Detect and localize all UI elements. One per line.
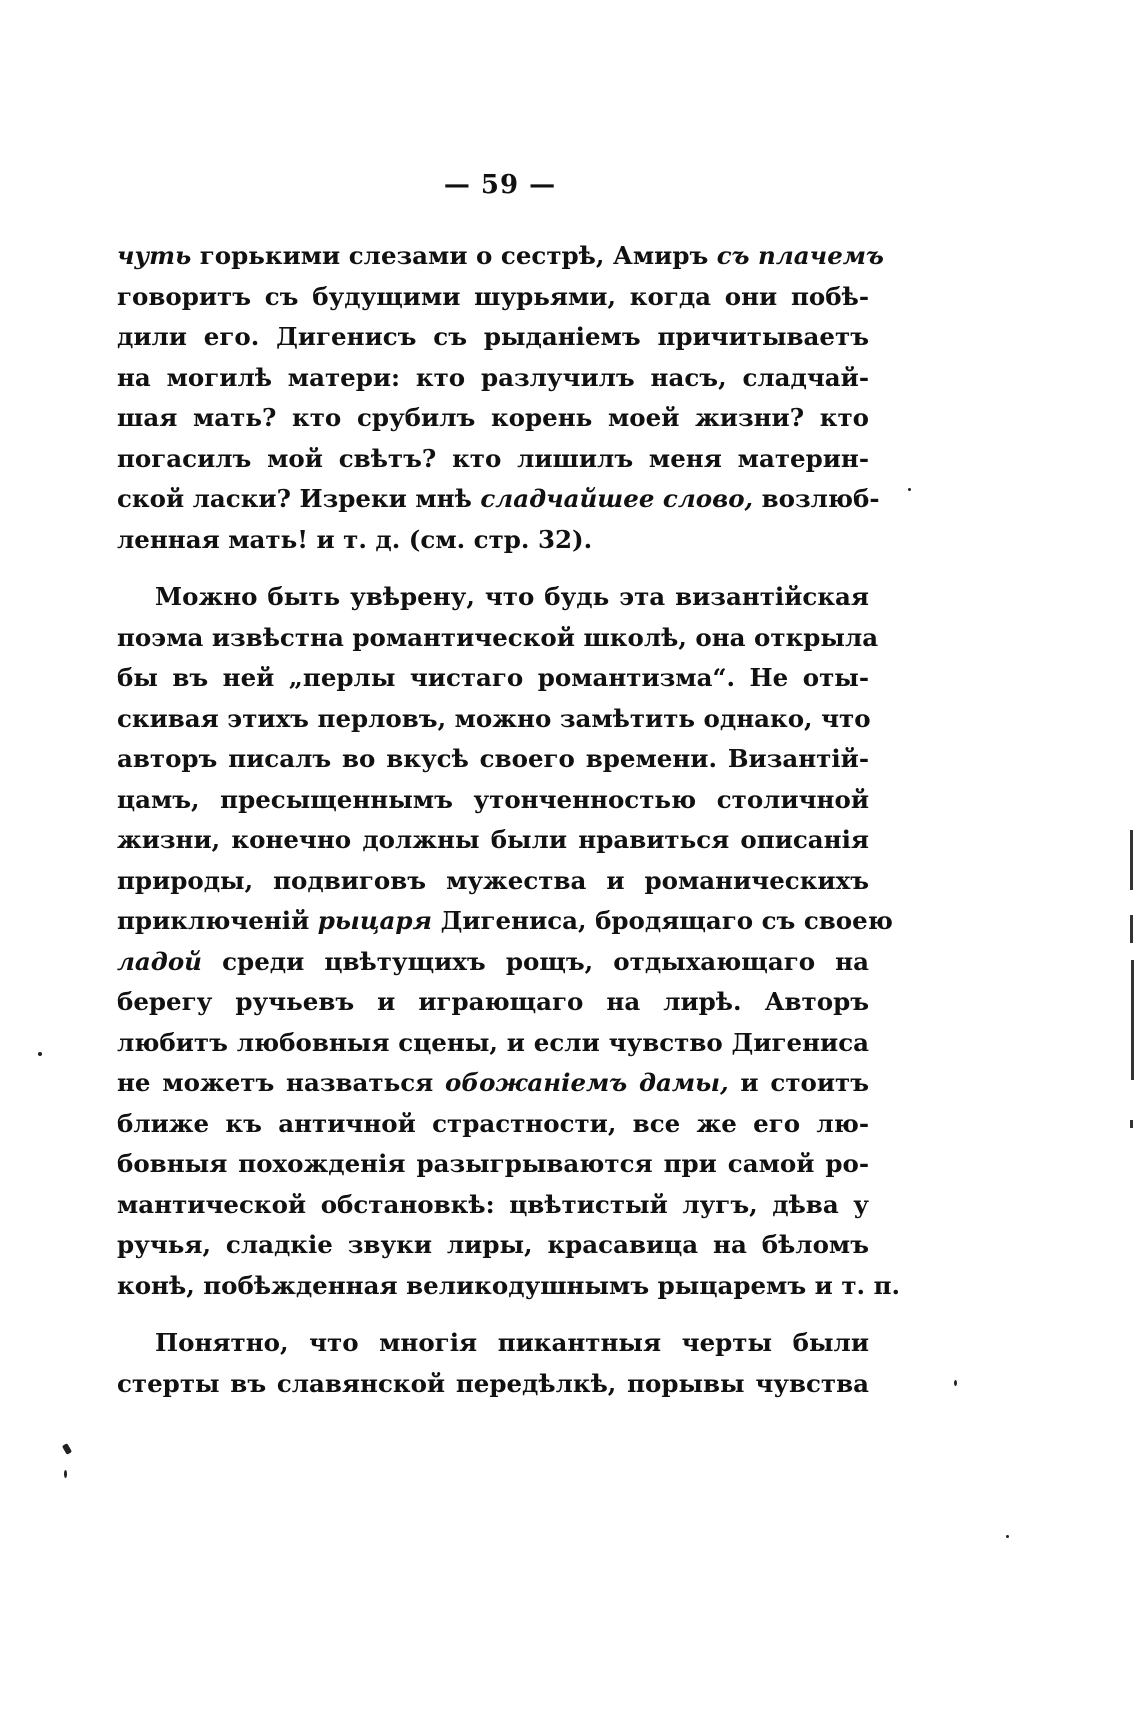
italic-text: ладой [117,946,202,976]
text-line: шая мать? кто срубилъ корень моей жизни? кто [117,403,869,432]
text-line: скивая этихъ перловъ, можно замѣтить однако, что [117,703,871,733]
page-number: — 59 — [443,170,557,200]
text-line: конѣ, побѣжденная великодушнымъ рыцаремъ и т. п. [117,1270,901,1300]
text-line: поэма извѣстна романтической школѣ, она открыла [117,622,879,652]
scan-speck [38,1052,42,1056]
text-line: берегу ручьевъ и играющаго на лирѣ. Авторъ [117,987,869,1016]
text-line [117,1063,869,1104]
paragraph-gap [117,560,869,577]
text-line: ленная мать! и т. д. (см. стр. 32). [117,524,593,554]
text-line: ближе къ античной страстности, все же его лю- [117,1108,869,1138]
text-span: возлюб- [753,484,880,513]
italic-text: сладчайшее слово, [480,484,754,513]
text-line: мантической обстановкѣ: цвѣтистый лугъ, дѣва у [117,1189,869,1219]
scan-speck [908,488,911,491]
text-line: природы, подвиговъ мужества и романическихъ [117,865,869,895]
text-line: Понятно, что многія пикантныя черты были [155,1328,869,1357]
text-line: любитъ любовныя сцены, и если чувство Дигениса [117,1027,869,1057]
page-edge-mark [1130,830,1133,890]
text-line: бы въ ней „перлы чистаго романтизма“. Не оты- [117,663,869,692]
text-line: ручья, сладкіе звуки лиры, красавица на бѣломъ [117,1230,869,1259]
italic-text: съ плачемъ [716,241,884,270]
paragraph-2 [117,577,901,1306]
text-line [117,479,880,520]
text-line: авторъ писалъ во вкусѣ своего времени. Византій- [117,744,869,773]
italic-text: рыцаря [317,906,433,935]
paragraph-3 [117,1323,869,1404]
text-span: приключеній [117,906,318,935]
text-line: погасилъ мой свѣтъ? кто лишилъ меня материн- [117,443,869,473]
text-line: Можно быть увѣрену, что будь эта византійская [155,582,869,611]
text-span: не можетъ назваться [117,1068,446,1097]
text-span: Дигениса, бродящаго съ своею [432,906,893,935]
text-line: говоритъ съ будущими шурьями, когда они побѣ- [117,281,869,311]
text-span: горькими слезами о сестрѣ, Амиръ [191,241,717,270]
scan-speck [62,1443,72,1455]
paragraph-1 [117,236,884,560]
text-line: дили его. Дигенисъ съ рыданіемъ причитываетъ [117,322,869,351]
page-edge-mark [1131,960,1134,1080]
scan-speck [1006,1535,1009,1538]
text-line [117,901,893,942]
italic-text: чуть [117,241,192,270]
scan-speck [64,1470,67,1478]
text-line: бовныя похожденія разыгрываются при самой ро- [117,1149,869,1178]
text-line [117,942,869,983]
scan-speck [954,1380,957,1386]
text-line: на могилѣ матери: кто разлучилъ насъ, сладчай- [117,362,869,392]
page-edge-mark [1130,1120,1133,1128]
text-line: стерты въ славянской передѣлкѣ, порывы чувства [117,1368,869,1398]
text-line: жизни, конечно должны были нравиться описанія [117,825,869,854]
text-span: и стоитъ [728,1068,869,1097]
italic-text: обожаніемъ дамы, [445,1068,729,1097]
paragraph-gap [117,1306,869,1323]
body-text [117,236,901,1404]
page-edge-mark [1130,915,1133,943]
text-line: цамъ, пресыщеннымъ утонченностью столичной [117,784,869,814]
text-span: среди цвѣтущихъ рощъ, отдыхающаго на [202,946,869,976]
text-span: ской ласки? Изреки мнѣ [117,484,481,513]
text-line [117,236,884,277]
